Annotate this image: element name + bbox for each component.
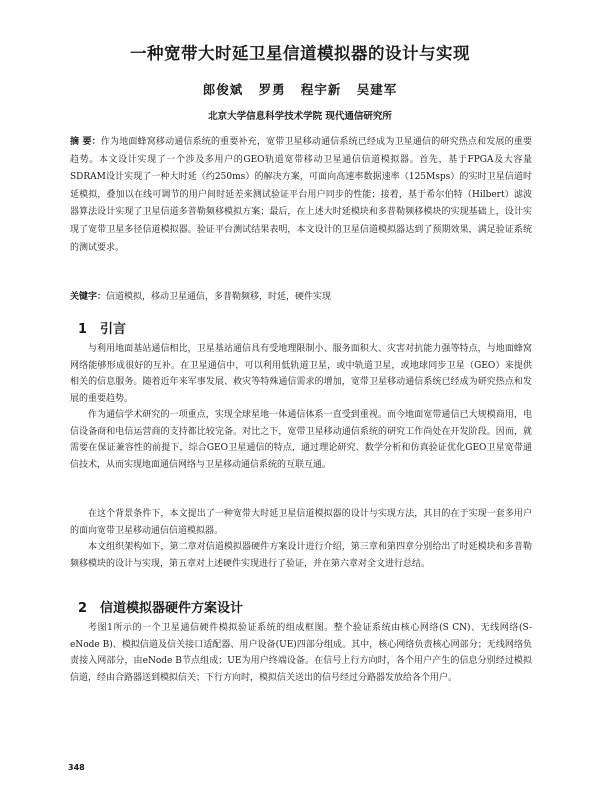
section-number: 2	[78, 601, 88, 616]
paragraph: 在这个背景条件下，本文提出了一种宽带大时延卫星信道模拟器的设计与实现方法，其目的在于实现一套多用户的面向宽带卫星移动通信信道模拟器。	[70, 509, 532, 536]
keywords	[70, 289, 532, 305]
abstract-text: 作为地面蜂窝移动通信系统的重要补充，宽带卫星移动通信系统已经成为卫星通信的研究热点和发展的重要趋势。本文设计实现了一个涉及多用户的GEO轨道宽带移动卫星通信信道模拟器。首先，基于FPGA及大容量SDRAM设计实现了一种大时延（约250ms）的解决方案，可面向高速率数据速率（125Msps）的实时卫星信道时延模拟，叠加以在线可调节的用户间时延差来测试验证平台用户同步的性能；接着，基于希尔伯特（Hilbert）滤波器算法设计实现了卫星信道多普勒频移模拟方案；最后，在上述大时延模块和多普勒频移模块的实现基础上，设计实现了宽带卫星多径信道模拟器。验证平台测试结果表明，本文设计的卫星信道模拟器达到了预期效果，满足验证系统的测试要求。	[70, 137, 532, 253]
keywords-text: 信道模拟，移动卫星通信，多普勒频移，时延，硬件实现	[106, 292, 332, 302]
page-number: 348	[68, 763, 85, 772]
section-number: 1	[78, 322, 88, 337]
paper-title: 一种宽带大时延卫星信道模拟器的设计与实现	[130, 44, 470, 63]
paragraph: 本文组织架构如下，第二章对信道模拟器硬件方案设计进行介绍，第三章和第四章分别给出了时延模块和多普勒频移模块的设计与实现，第五章对上述硬件实现进行了验证，并在第六章对全文进行总结。	[70, 542, 532, 569]
section-heading-2	[78, 597, 243, 616]
section-title: 信道模拟器硬件方案设计	[100, 601, 244, 616]
paragraph: 与利用地面基站通信相比，卫星基站通信具有受地理限制小、服务面积大、灾害对抗能力强等特点，与地面蜂窝网络能够形成很好的互补。在卫星通信中，可以利用低轨道卫星，或中轨道卫星，或地球同步卫星（GEO）来提供相关的信息服务。随着近年来军事发展、救灾等特殊通信需求的增加，宽带卫星移动通信系统已经成为研究热点和发展的重要趋势。	[70, 344, 532, 404]
paragraph: 考图1所示的一个卫星通信硬件模拟验证系统的组成框图。整个验证系统由核心网络(S CN)、无线网络(S-eNode B)、模拟信道及信关接口适配器、用户设备(UE)四部分组成。其中，核心网络负责核心网部分；无线网络负责接入网部分，由eNode B节点组成；UE为用户终端设备。在信号上行方向时，各个用户产生的信息分别经过模拟信道，经由合路器送到模拟信关；下行方向时，模拟信关送出的信号经过分路器发放给各个用户。	[70, 623, 532, 683]
paragraph: 作为通信学术研究的一项重点，实现全球星地一体通信体系一直受到重视。而今地面宽带通信已大规模商用，电信设备商和电信运营商的支持都比较完备。对比之下，宽带卫星移动通信系统的研究工作尚处在开发阶段。因而，就需要在保证兼容性的前提下，综合GEO卫星通信的特点，通过理论研究、数学分析和仿真验证优化GEO卫星宽带通信技术，从而实现地面通信网络与卫星移动通信系统的互联互通。	[70, 410, 532, 470]
abstract	[70, 134, 532, 257]
section-heading-1	[78, 318, 126, 337]
abstract-label: 摘 要：	[70, 137, 101, 147]
section-title: 引言	[100, 322, 127, 337]
keywords-label: 关键字：	[70, 292, 107, 302]
affiliation: 北京大学信息科学技术学院 现代通信研究所	[208, 111, 392, 122]
author-list: 郎俊斌 罗勇 程宇新 吴建军	[202, 82, 398, 97]
